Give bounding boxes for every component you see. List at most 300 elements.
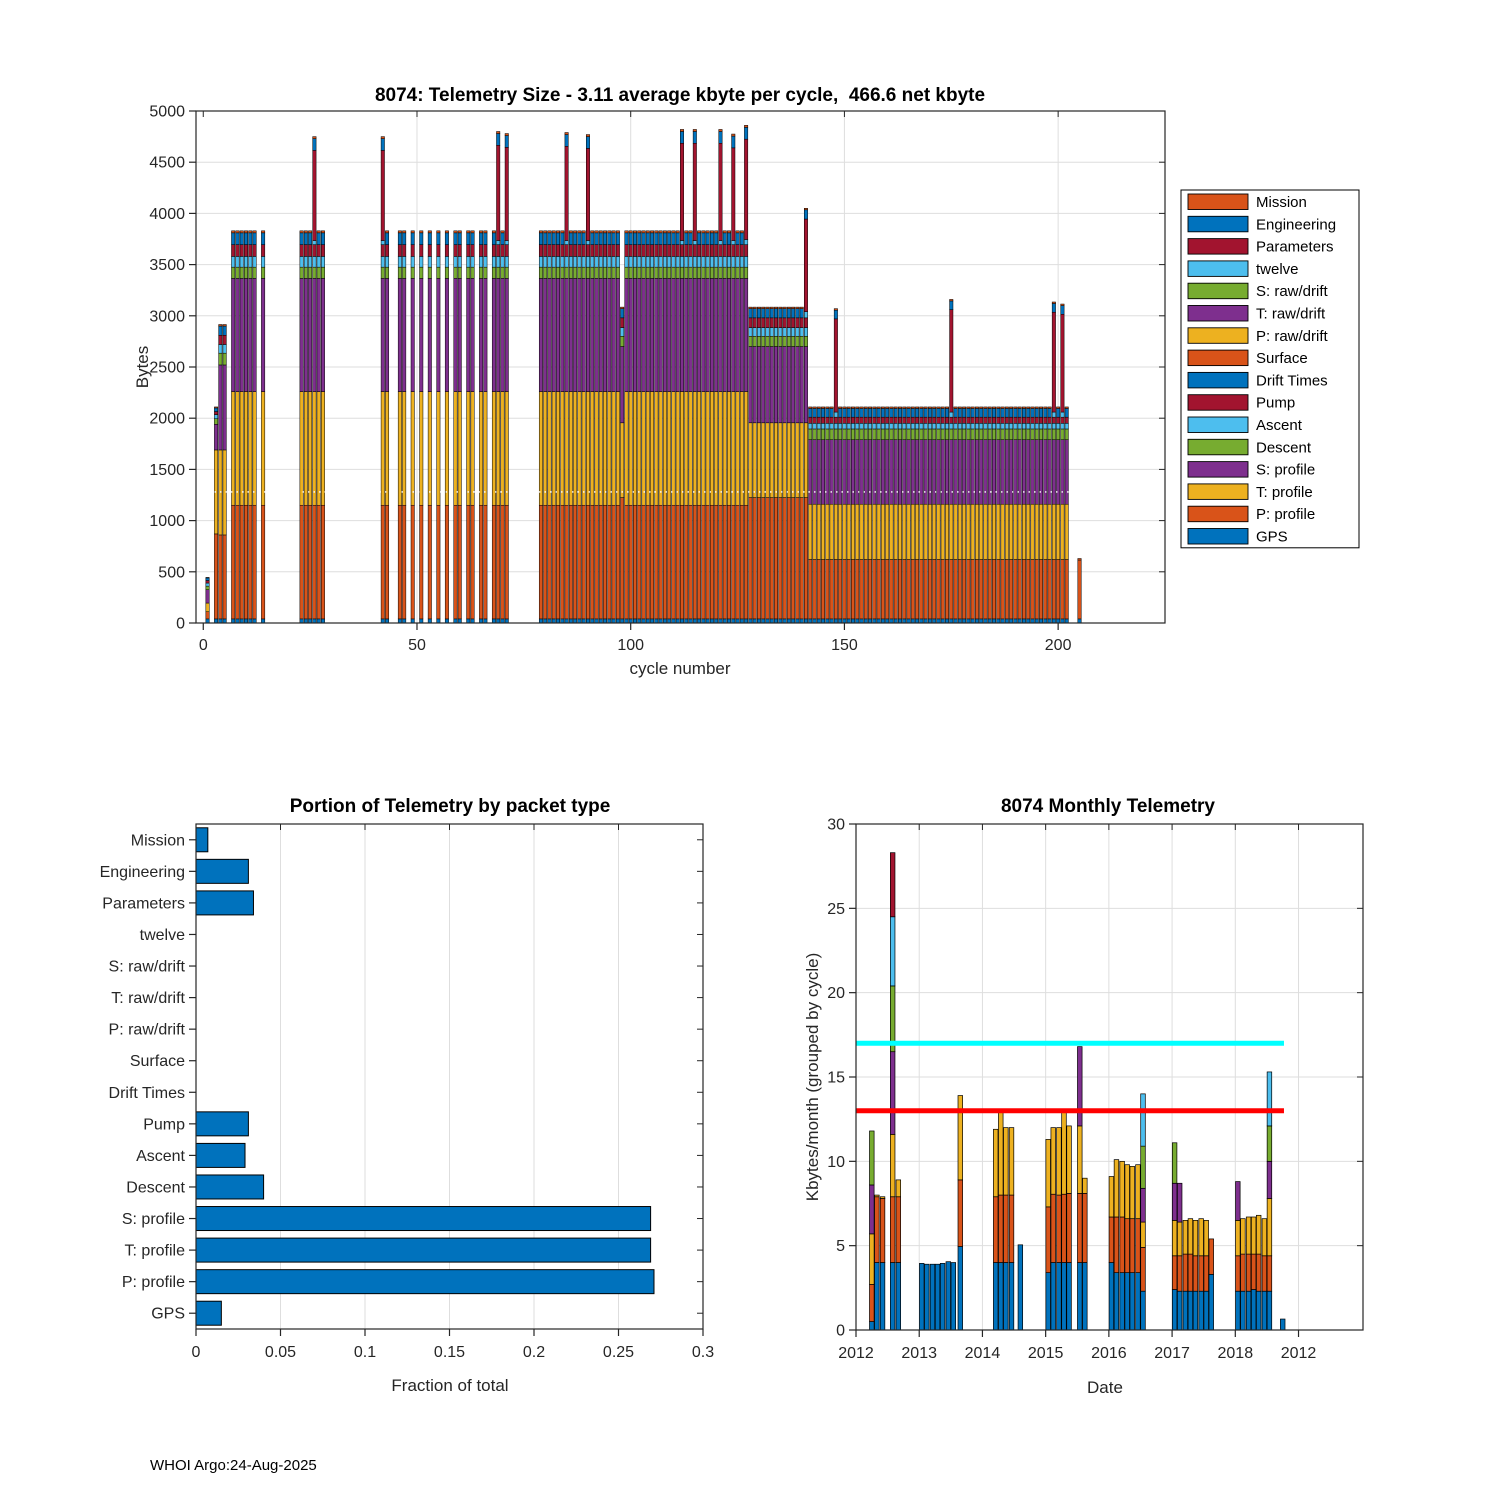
- bar-segment: [920, 417, 923, 423]
- bar-segment: [599, 231, 602, 233]
- bar-segment: [1061, 304, 1064, 306]
- bar-segment: [595, 619, 598, 623]
- bar-segment: [402, 256, 405, 267]
- monthly-bar-segment: [1051, 1128, 1056, 1195]
- bar-segment: [565, 505, 568, 619]
- bar-segment: [920, 429, 923, 440]
- bar-segment: [680, 619, 683, 623]
- bar-segment: [727, 278, 730, 391]
- bar-segment: [702, 278, 705, 391]
- monthly-bar-segment: [1109, 1177, 1114, 1217]
- bar-segment: [642, 392, 645, 506]
- bar-segment: [967, 407, 970, 409]
- bar-segment: [702, 256, 705, 267]
- bar-segment: [505, 278, 508, 391]
- bar-segment: [1022, 429, 1025, 440]
- bar-segment: [317, 233, 320, 245]
- bar-segment: [313, 150, 316, 240]
- bar-segment: [997, 429, 1000, 440]
- bar-segment: [261, 392, 264, 506]
- bar-segment: [603, 392, 606, 506]
- bar-segment: [954, 440, 957, 505]
- bar-segment: [646, 245, 649, 257]
- bar-segment: [467, 619, 470, 623]
- bar-segment: [599, 256, 602, 267]
- bar-segment: [749, 347, 752, 423]
- bar-segment: [548, 233, 551, 245]
- bar-segment: [1001, 429, 1004, 440]
- bar-segment: [223, 325, 226, 327]
- bar-segment: [723, 256, 726, 267]
- bar-segment: [800, 328, 803, 337]
- bar-segment: [766, 498, 769, 619]
- bar-segment: [838, 407, 841, 409]
- bar-segment: [261, 233, 264, 245]
- bar-segment: [672, 278, 675, 391]
- bar-segment: [219, 325, 222, 327]
- bar-segment: [1044, 423, 1047, 429]
- bar-segment: [454, 505, 457, 619]
- bar-segment: [800, 336, 803, 346]
- bar-segment: [236, 231, 239, 233]
- bar-segment: [539, 392, 542, 506]
- bar-segment: [1056, 440, 1059, 505]
- monthly-bar-segment: [890, 1263, 895, 1330]
- bar-segment: [428, 505, 431, 619]
- bar-segment: [505, 147, 508, 240]
- bar-segment: [881, 417, 884, 423]
- bar-segment: [864, 407, 867, 409]
- bar-segment: [603, 505, 606, 619]
- bar-segment: [244, 231, 247, 233]
- xtick-label: 2017: [1154, 1345, 1190, 1362]
- bar-segment: [727, 256, 730, 267]
- bar-segment: [411, 619, 414, 623]
- monthly-bar-segment: [1188, 1219, 1193, 1254]
- category-label: Ascent: [136, 1147, 185, 1165]
- monthly-bar-segment: [896, 1197, 901, 1263]
- bar-segment: [1052, 302, 1055, 304]
- bar-segment: [492, 256, 495, 267]
- bar-segment: [851, 407, 854, 409]
- bar-segment: [753, 498, 756, 619]
- bar-segment: [975, 408, 978, 417]
- bar-segment: [625, 619, 628, 623]
- bar-segment: [1048, 429, 1051, 440]
- bar-segment: [219, 335, 222, 344]
- bar-segment: [779, 307, 782, 309]
- bar-segment: [958, 504, 961, 559]
- bar-segment: [719, 278, 722, 391]
- monthly-bar-segment: [1057, 1263, 1062, 1330]
- monthly-bar-segment: [890, 1052, 895, 1135]
- bar-segment: [1005, 440, 1008, 505]
- bar-segment: [496, 267, 499, 278]
- bar-segment: [249, 231, 252, 233]
- bar-segment: [864, 417, 867, 423]
- bar-segment: [539, 505, 542, 619]
- bar-segment: [702, 231, 705, 233]
- bar-segment: [1061, 306, 1064, 315]
- bar-segment: [813, 423, 816, 429]
- bar-segment: [633, 619, 636, 623]
- bar-segment: [997, 619, 1000, 623]
- bar-segment: [467, 245, 470, 257]
- bar-segment: [261, 245, 264, 257]
- bar-segment: [240, 392, 243, 506]
- monthly-bar-segment: [880, 1198, 885, 1262]
- monthly-bar-segment: [1251, 1290, 1256, 1330]
- ytick-label: 5000: [149, 103, 185, 121]
- legend-swatch: [1188, 283, 1248, 299]
- monthly-bar-segment: [1077, 1126, 1082, 1193]
- bar-segment: [873, 407, 876, 409]
- bar-segment: [714, 233, 717, 245]
- bar-segment: [501, 231, 504, 233]
- bar-segment: [988, 619, 991, 623]
- bar-segment: [471, 231, 474, 233]
- bar-segment: [586, 241, 589, 245]
- monthly-bar-segment: [930, 1264, 935, 1330]
- bar-segment: [578, 505, 581, 619]
- legend-swatch: [1188, 350, 1248, 366]
- bar-segment: [774, 309, 777, 318]
- bar-segment: [676, 245, 679, 257]
- bar-segment: [838, 423, 841, 429]
- bar-segment: [1061, 440, 1064, 505]
- bar-segment: [561, 267, 564, 278]
- bar-segment: [496, 241, 499, 245]
- legend-swatch: [1188, 417, 1248, 433]
- bar-segment: [992, 504, 995, 559]
- bar-segment: [732, 256, 735, 267]
- bar-segment: [398, 267, 401, 278]
- bar-segment: [402, 392, 405, 506]
- bar-segment: [838, 408, 841, 417]
- bar-segment: [860, 408, 863, 417]
- bar-segment: [300, 233, 303, 245]
- bar-segment: [411, 392, 414, 506]
- bar-segment: [894, 619, 897, 623]
- bar-segment: [591, 233, 594, 245]
- monthly-bar-segment: [1004, 1128, 1009, 1195]
- bar-segment: [313, 267, 316, 278]
- bar-segment: [206, 581, 209, 584]
- bar-segment: [599, 619, 602, 623]
- bar-segment: [236, 278, 239, 391]
- bar-segment: [381, 137, 384, 139]
- bar-segment: [997, 408, 1000, 417]
- bar-segment: [821, 429, 824, 440]
- bar-segment: [616, 267, 619, 278]
- bar-segment: [680, 143, 683, 240]
- bar-segment: [804, 336, 807, 346]
- monthly-bar-segment: [890, 853, 895, 917]
- bar-segment: [958, 429, 961, 440]
- monthly-bar-segment: [1109, 1217, 1114, 1263]
- bar-segment: [629, 505, 632, 619]
- xtick-label: 150: [831, 637, 858, 654]
- bar-segment: [924, 408, 927, 417]
- bar-segment: [467, 505, 470, 619]
- bar-segment: [659, 256, 662, 267]
- bar-segment: [967, 504, 970, 559]
- bar-segment: [398, 231, 401, 233]
- bar-segment: [573, 278, 576, 391]
- bar-segment: [398, 278, 401, 391]
- monthly-bar-segment: [1256, 1215, 1261, 1254]
- bar-segment: [638, 245, 641, 257]
- bar-segment: [1009, 560, 1012, 619]
- monthly-bar-segment: [1256, 1291, 1261, 1330]
- bar-segment: [937, 504, 940, 559]
- bar-segment: [638, 233, 641, 245]
- bar-segment: [885, 423, 888, 429]
- bar-segment: [561, 392, 564, 506]
- bar-segment: [479, 231, 482, 233]
- bar-segment: [791, 423, 794, 498]
- bar-segment: [809, 619, 812, 623]
- bar-segment: [659, 505, 662, 619]
- bar-segment: [924, 504, 927, 559]
- bar-segment: [1027, 504, 1030, 559]
- bar-segment: [633, 233, 636, 245]
- bar-segment: [1044, 407, 1047, 409]
- bar-segment: [984, 560, 987, 619]
- bar-segment: [723, 505, 726, 619]
- monthly-bar-segment: [1199, 1256, 1204, 1291]
- bar-segment: [471, 245, 474, 257]
- bar-segment: [903, 619, 906, 623]
- bar-segment: [539, 619, 542, 623]
- bar-segment: [851, 423, 854, 429]
- bar-segment: [608, 505, 611, 619]
- bar-segment: [954, 407, 957, 409]
- bar-segment: [1022, 440, 1025, 505]
- bar-segment: [1065, 408, 1068, 417]
- bar-segment: [249, 267, 252, 278]
- bar-segment: [685, 278, 688, 391]
- bar-segment: [843, 619, 846, 623]
- bar-segment: [911, 440, 914, 505]
- monthly-bar-segment: [1251, 1254, 1256, 1289]
- bar-segment: [779, 498, 782, 619]
- bar-segment: [1052, 429, 1055, 440]
- fraction-bar: [196, 828, 208, 852]
- bar-segment: [586, 256, 589, 267]
- bar-segment: [479, 245, 482, 257]
- bar-segment: [411, 231, 414, 233]
- bar-segment: [420, 392, 423, 506]
- bar-segment: [544, 231, 547, 233]
- bar-segment: [851, 408, 854, 417]
- bar-segment: [714, 505, 717, 619]
- bar-segment: [1014, 423, 1017, 429]
- bar-segment: [817, 560, 820, 619]
- monthly-bar-segment: [1251, 1217, 1256, 1254]
- bar-segment: [578, 231, 581, 233]
- bar-segment: [496, 505, 499, 619]
- bar-segment: [1056, 504, 1059, 559]
- bar-segment: [898, 504, 901, 559]
- monthly-bar-segment: [993, 1129, 998, 1196]
- bar-segment: [659, 245, 662, 257]
- bar-segment: [826, 619, 829, 623]
- bar-segment: [804, 423, 807, 498]
- bar-segment: [1056, 619, 1059, 623]
- bar-segment: [732, 392, 735, 506]
- bar-segment: [826, 440, 829, 505]
- bar-segment: [501, 278, 504, 391]
- bar-segment: [749, 498, 752, 619]
- bar-segment: [625, 231, 628, 233]
- monthly-bar-segment: [1062, 1263, 1067, 1330]
- bar-segment: [958, 407, 961, 409]
- bar-segment: [714, 245, 717, 257]
- bar-segment: [749, 328, 752, 337]
- bar-segment: [693, 131, 696, 143]
- bar-segment: [941, 619, 944, 623]
- telemetry-size-bars: [198, 125, 1081, 623]
- monthly-bar-segment: [1051, 1194, 1056, 1262]
- bar-segment: [313, 137, 316, 139]
- bar-segment: [967, 619, 970, 623]
- bar-segment: [714, 267, 717, 278]
- bar-segment: [206, 583, 209, 586]
- bar-segment: [445, 392, 448, 506]
- bar-segment: [924, 619, 927, 623]
- xtick-label: 2013: [901, 1345, 938, 1362]
- bar-segment: [616, 245, 619, 257]
- monthly-bar-segment: [1246, 1254, 1251, 1291]
- bar-segment: [573, 231, 576, 233]
- bar-segment: [633, 278, 636, 391]
- monthly-bar-segment: [870, 1131, 875, 1185]
- bar-segment: [304, 392, 307, 506]
- monthly-bar-segment: [1009, 1195, 1014, 1262]
- ytick-label: 1500: [149, 461, 185, 479]
- bar-segment: [744, 278, 747, 391]
- xtick-label: 2014: [964, 1345, 1001, 1362]
- bar-segment: [672, 619, 675, 623]
- bar-segment: [851, 619, 854, 623]
- bar-segment: [920, 619, 923, 623]
- bar-segment: [898, 440, 901, 505]
- bar-segment: [740, 505, 743, 619]
- bar-segment: [813, 504, 816, 559]
- bar-segment: [894, 504, 897, 559]
- ytick-label: 5: [836, 1238, 845, 1256]
- bar-segment: [659, 392, 662, 506]
- bar-segment: [851, 560, 854, 619]
- bar-segment: [445, 267, 448, 278]
- bar-segment: [847, 423, 850, 429]
- bar-segment: [992, 423, 995, 429]
- bar-segment: [1018, 504, 1021, 559]
- bar-segment: [894, 407, 897, 409]
- bar-segment: [398, 392, 401, 506]
- bar-segment: [304, 231, 307, 233]
- bar-segment: [847, 619, 850, 623]
- xtick-label: 0.05: [264, 1344, 297, 1361]
- monthly-bar-segment: [1262, 1219, 1267, 1256]
- bar-segment: [1009, 423, 1012, 429]
- bar-segment: [843, 440, 846, 505]
- bar-segment: [997, 423, 1000, 429]
- bar-segment: [779, 423, 782, 498]
- legend-label: S: raw/drift: [1256, 283, 1328, 301]
- bar-segment: [736, 256, 739, 267]
- bar-segment: [253, 267, 256, 278]
- bar-segment: [420, 256, 423, 267]
- bar-segment: [582, 231, 585, 233]
- bar-segment: [749, 307, 752, 309]
- bar-segment: [308, 392, 311, 506]
- bar-segment: [1001, 440, 1004, 505]
- bar-segment: [954, 560, 957, 619]
- bar-segment: [787, 328, 790, 337]
- bar-segment: [924, 423, 927, 429]
- bar-segment: [586, 135, 589, 137]
- bar-segment: [706, 256, 709, 267]
- bar-segment: [586, 619, 589, 623]
- bar-segment: [586, 148, 589, 240]
- monthly-bar-segment: [1141, 1188, 1146, 1222]
- bar-segment: [655, 245, 658, 257]
- bar-segment: [659, 278, 662, 391]
- legend-label: twelve: [1256, 260, 1299, 278]
- bar-segment: [719, 619, 722, 623]
- bar-segment: [761, 307, 764, 309]
- bar-segment: [313, 392, 316, 506]
- bar-segment: [915, 407, 918, 409]
- bar-segment: [826, 504, 829, 559]
- bar-segment: [479, 233, 482, 245]
- bar-segment: [736, 233, 739, 245]
- bar-segment: [796, 318, 799, 328]
- bar-segment: [744, 127, 747, 139]
- bar-segment: [834, 619, 837, 623]
- bar-segment: [958, 440, 961, 505]
- monthly-bar-segment: [993, 1197, 998, 1263]
- bar-segment: [249, 256, 252, 267]
- xtick-label: 0.1: [353, 1344, 377, 1361]
- bar-segment: [757, 328, 760, 337]
- bar-segment: [868, 429, 871, 440]
- bar-segment: [962, 417, 965, 423]
- bar-segment: [732, 619, 735, 623]
- bar-segment: [856, 560, 859, 619]
- bar-segment: [967, 429, 970, 440]
- bar-segment: [381, 139, 384, 151]
- bar-segment: [791, 328, 794, 337]
- monthly-bar-segment: [1141, 1291, 1146, 1330]
- bar-segment: [1048, 408, 1051, 417]
- bar-segment: [552, 231, 555, 233]
- bar-segment: [911, 504, 914, 559]
- bar-segment: [565, 245, 568, 257]
- bar-segment: [975, 429, 978, 440]
- bar-segment: [1027, 417, 1030, 423]
- monthly-bar-segment: [870, 1284, 875, 1321]
- bar-segment: [740, 233, 743, 245]
- bar-segment: [757, 423, 760, 498]
- bar-segment: [1056, 407, 1059, 409]
- bar-segment: [240, 619, 243, 623]
- bar-segment: [868, 560, 871, 619]
- bar-segment: [979, 423, 982, 429]
- monthly-bar-segment: [1188, 1291, 1193, 1330]
